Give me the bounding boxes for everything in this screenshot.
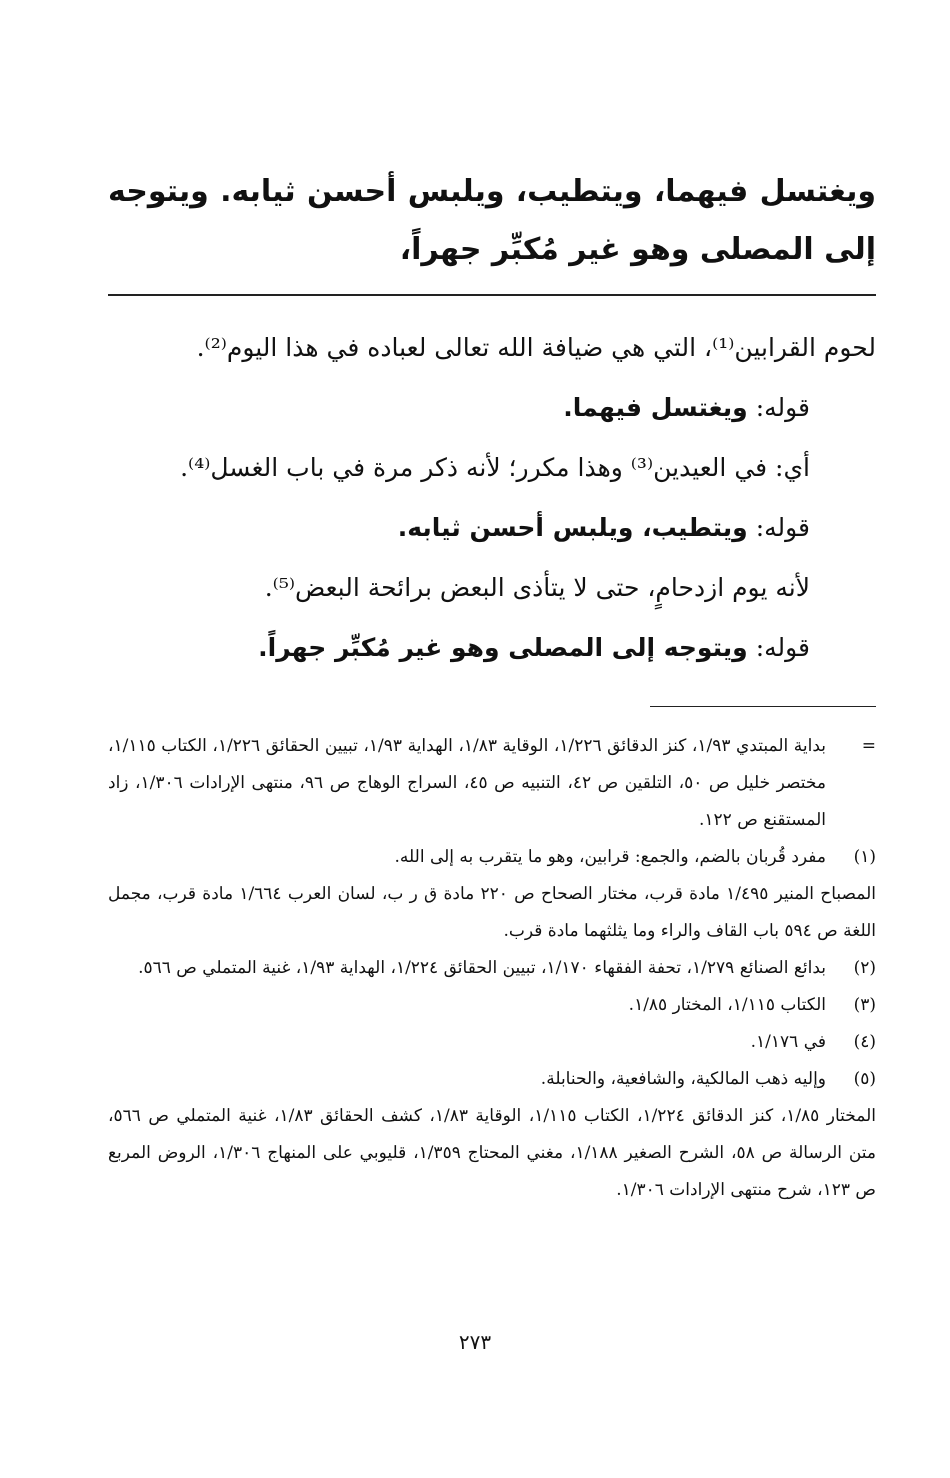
quote-text: ويتطيب، ويلبس أحسن ثيابه. bbox=[397, 513, 748, 542]
quote-line bbox=[108, 498, 876, 558]
footnote-mark: (٣) bbox=[853, 995, 876, 1015]
footnotes bbox=[108, 728, 876, 1209]
footnote-text: بداية المبتدي ١/٩٣، كنز الدقائق ١/٢٢٦، الوقاية ١/٨٣، الهداية ١/٩٣، تبيين الحقائق ١/٢٢٦، الكتاب ١/١١٥، مختصر خليل ص ٥٠، التلقين ص ٤٢، التنبيه ص ٤٥، السراج الوهاج ص ٩٦، منتهى الإرادات ١/٣٠٦، زاد المستقنع ص ١٢٢. bbox=[108, 736, 826, 830]
main-text-line: ويغتسل فيهما، ويتطيب، ويلبس أحسن ثيابه. ويتوجه إلى المصلى وهو غير مُكبِّر جهراً، bbox=[108, 174, 876, 267]
footnote-3 bbox=[108, 987, 876, 1024]
footnote-separator bbox=[650, 706, 876, 707]
footnote-mark: (١) bbox=[853, 847, 876, 867]
quote-line bbox=[108, 618, 876, 678]
footnote-text: مفرد قُربان بالضم، والجمع: قرابين، وهو ما يتقرب به إلى الله. bbox=[394, 847, 826, 867]
quote-line bbox=[108, 378, 876, 438]
footnote-mark: (٢) bbox=[853, 958, 876, 978]
main-text bbox=[108, 163, 876, 279]
commentary-line: لأنه يوم ازدحامٍ، حتى لا يتأذى البعض برائحة البعض⁽⁵⁾. bbox=[264, 573, 810, 602]
footnote-4 bbox=[108, 1024, 876, 1061]
footnote-text: وإليه ذهب المالكية، والشافعية، والحنابلة. bbox=[540, 1069, 826, 1089]
page-number: ٢٧٣ bbox=[458, 1330, 492, 1354]
footnote-2 bbox=[108, 950, 876, 987]
commentary bbox=[108, 318, 876, 678]
footnote-continued bbox=[108, 728, 876, 839]
footnote-text: بدائع الصنائع ١/٢٧٩، تحفة الفقهاء ١/١٧٠، تبيين الحقائق ١/٢٢٤، الهداية ١/٩٣، غنية المتملي ص ٥٦٦. bbox=[138, 958, 826, 978]
footnote-mark: (٥) bbox=[853, 1069, 876, 1089]
footnote-5-sources: المختار ١/٨٥، كنز الدقائق ١/٢٢٤، الكتاب ١/١١٥، الوقاية ١/٨٣، كشف الحقائق ١/٨٣، غنية المتملي ص ٥٦٦، متن الرسالة ص ٥٨، الشرح الصغير ١/١٨٨، مغني المحتاج ١/٣٥٩، قليوبي على المنهاج ١/٣٠٦، الروض المربع ص ١٢٣، شرح منتهى الإرادات ١/٣٠٦. bbox=[108, 1106, 876, 1200]
commentary-line: أي: في العيدين⁽³⁾ وهذا مكرر؛ لأنه ذكر مرة في باب الغسل⁽⁴⁾. bbox=[180, 453, 810, 482]
main-text-separator bbox=[108, 294, 876, 296]
footnote-text: الكتاب ١/١١٥، المختار ١/٨٥. bbox=[628, 995, 826, 1015]
footnote-text: في ١/١٧٦. bbox=[750, 1032, 826, 1052]
footnote-mark: (٤) bbox=[853, 1032, 876, 1052]
quote-text: ويتوجه إلى المصلى وهو غير مُكبِّر جهراً. bbox=[258, 633, 748, 662]
quote-label: قوله: bbox=[755, 513, 810, 542]
footnote-1-sources: المصباح المنير ١/٤٩٥ مادة قرب، مختار الصحاح ص ٢٢٠ مادة ق ر ب، لسان العرب ١/٦٦٤ مادة قرب، مجمل اللغة ص ٥٩٤ باب القاف والراء وما يثلثهما مادة قرب. bbox=[108, 884, 877, 941]
quote-label: قوله: bbox=[755, 633, 810, 662]
quote-label: قوله: bbox=[755, 393, 810, 422]
quote-text: ويغتسل فيهما. bbox=[563, 393, 748, 422]
footnote-5 bbox=[108, 1061, 876, 1098]
footnote-mark: = bbox=[861, 736, 876, 756]
footnote-1 bbox=[108, 839, 876, 876]
commentary-line: لحوم القرابين⁽¹⁾، التي هي ضيافة الله تعالى لعباده في هذا اليوم⁽²⁾. bbox=[196, 333, 876, 362]
